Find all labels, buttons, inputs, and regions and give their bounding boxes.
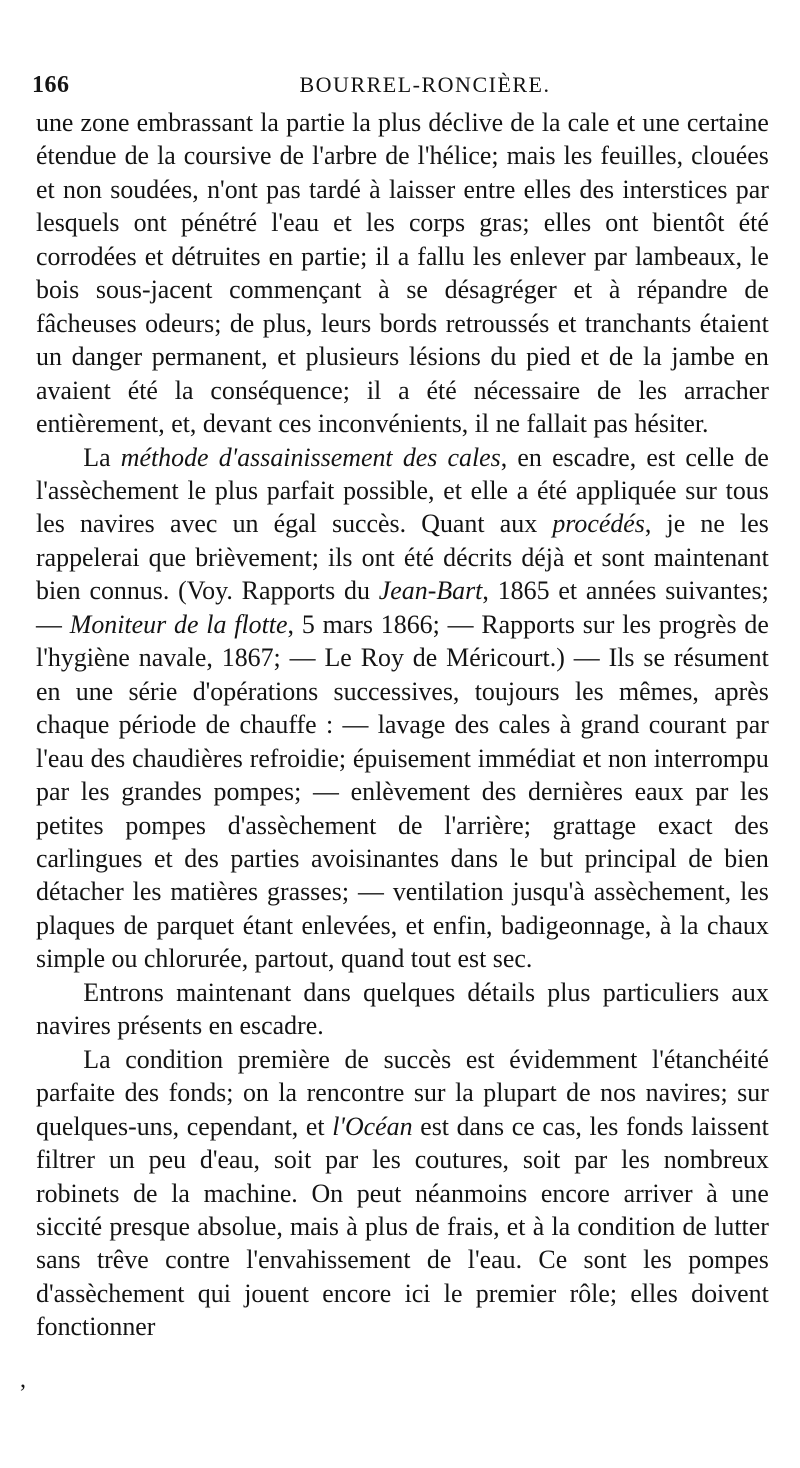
text-run: La condition première de succès est évidemment l'étanchéité parfaite des fonds; on la rencontre sur la plupart de nos navires; sur quelques-uns, cependant, et xyxy=(36,1044,769,1141)
paragraph xyxy=(36,976,769,1043)
italic-text-run: Moniteur de la flotte xyxy=(69,609,288,639)
page-number: 166 xyxy=(32,72,70,98)
italic-text-run: méthode d'assainissement des cales xyxy=(120,442,501,472)
text-run: est dans ce cas, les fonds laissent filtrer un peu d'eau, soit par les coutures, soit par les nombreux robinets de la machine. On peut néanmoins encore arriver à une siccité presque absolue, mais à plus de frais, et à la condition de lutter sans trêve contre l'envahissement de l'eau. Ce sont les pompes d'assèchement qui jouent encore ici le premier rôle; elles doivent fonctionner xyxy=(36,1111,769,1342)
paragraph xyxy=(36,441,769,976)
paragraph xyxy=(36,106,769,441)
italic-text-run: procédés xyxy=(552,509,645,539)
text-run: , en escadre, est celle de l'assèchement le plus parfait possible, et elle a été appliquée sur tous les navires avec un égal succès. Quant aux xyxy=(36,442,769,539)
text-run: Entrons maintenant dans quelques détails plus particuliers aux navires présents en escadre. xyxy=(36,977,769,1041)
text-run: , 1865 et années suivantes; — xyxy=(36,576,769,639)
text-run: , 5 mars 1866; — Rapports sur les progrès de l'hygiène navale, 1867; — Le Roy de Méricourt.) — Ils se résument en une série d'opérations successives, toujours les mêmes, après chaque période de chauffe : — lavage des cales à grand courant par l'eau des chaudières refroidie; épuisement immédiat et non interrompu par les grandes pompes; — enlèvement des dernières eaux par les petites pompes d'assèchement de l'arrière; grattage exact des carlingues et des parties avoisinantes dans le but principal de bien détacher les matières grasses; — ventilation jusqu'à assèchement, les plaques de parquet étant enlevées, et enfin, badigeonnage, à la chaux simple ou chlorurée, partout, quand tout est sec. xyxy=(36,609,769,974)
italic-text-run: Jean-Bart xyxy=(378,576,483,606)
paragraph xyxy=(36,1043,769,1344)
italic-text-run: l'Océan xyxy=(332,1111,413,1141)
margin-mark: , xyxy=(20,1367,26,1393)
body-text xyxy=(36,106,769,1344)
text-run: La xyxy=(83,442,121,472)
text-run: , je ne les rappelerai que brièvement; ils ont été décrits déjà et sont maintenant bien connus. (Voy. Rapports du xyxy=(36,509,769,606)
text-run: une zone embrassant la partie la plus déclive de la cale et une certaine étendue de la coursive de l'arbre de l'hélice; mais les feuilles, clouées et non soudées, n'ont pas tardé à laisser entre elles des interstices par lesquels ont pénétré l'eau et les corps gras; elles ont bientôt été corrodées et détruites en partie; il a fallu les enlever par lambeaux, le bois sous-jacent commençant à se désagréger et à répandre de fâcheuses odeurs; de plus, leurs bords retroussés et tranchants étaient un danger permanent, et plusieurs lésions du pied et de la jambe en avaient été la conséquence; il a été nécessaire de les arracher entièrement, et, devant ces inconvénients, il ne fallait pas hésiter. xyxy=(36,108,769,439)
running-title: BOURREL-RONCIÈRE. xyxy=(299,72,551,97)
